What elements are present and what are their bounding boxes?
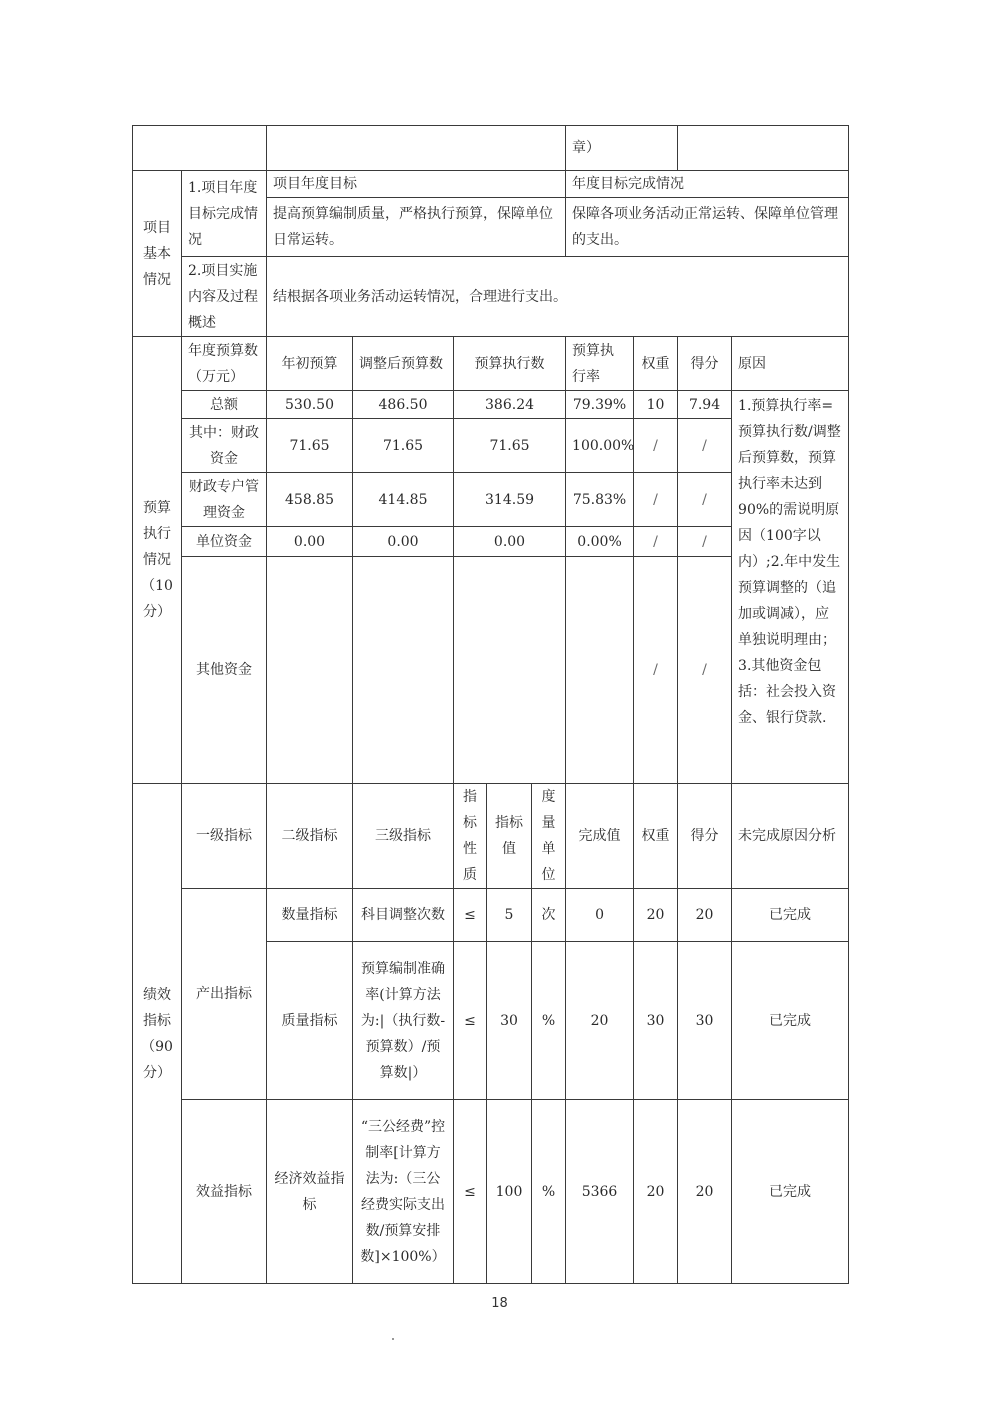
scan-speck [392, 1338, 394, 1340]
budget-adjusted-header: 调整后预算数 [353, 337, 454, 391]
perf-row [133, 889, 849, 942]
perf-section-label: 绩效指标（90分） [133, 784, 182, 1284]
budget-rate-header: 预算执行率 [566, 337, 634, 391]
top-empty-cell-2 [267, 126, 566, 171]
budget-rate-value: 100.00% [566, 419, 634, 473]
top-row [133, 126, 849, 171]
budget-initial-value: 530.50 [267, 391, 353, 419]
budget-weight-value: / [634, 527, 678, 557]
perf-reason-cell: 已完成 [732, 889, 849, 942]
budget-initial-header: 年初预算 [267, 337, 353, 391]
perf-level1-cell: 产出指标 [182, 889, 267, 1100]
perf-reason-header: 未完成原因分析 [732, 784, 849, 889]
basic-impl-row [133, 257, 849, 337]
basic-section-label: 项目基本情况 [133, 171, 182, 337]
budget-executed-header: 预算执行数 [454, 337, 566, 391]
budget-score-value: / [678, 419, 732, 473]
perf-actual-cell: 5366 [566, 1100, 634, 1284]
budget-score-value: / [678, 557, 732, 784]
perf-weight-cell: 30 [634, 942, 678, 1100]
page-number: 18 [491, 1296, 508, 1311]
perf-level1-header: 一级指标 [182, 784, 267, 889]
perf-nature-header: 指标性质 [454, 784, 487, 889]
top-empty-cell-3 [678, 126, 849, 171]
budget-row-label: 总额 [182, 391, 267, 419]
perf-level2-header: 二级指标 [267, 784, 353, 889]
budget-section-label: 预算执行情况（10分） [133, 337, 182, 784]
budget-executed-value [454, 557, 566, 784]
budget-score-value: 7.94 [678, 391, 732, 419]
perf-value-cell: 5 [487, 889, 532, 942]
perf-actual-cell: 0 [566, 889, 634, 942]
perf-value-header: 指标值 [487, 784, 532, 889]
completion-header: 年度目标完成情况 [566, 171, 849, 198]
budget-initial-value: 458.85 [267, 473, 353, 527]
goal-header: 项目年度目标 [267, 171, 566, 198]
budget-weight-header: 权重 [634, 337, 678, 391]
perf-actual-header: 完成值 [566, 784, 634, 889]
impl-label: 2.项目实施内容及过程概述 [182, 257, 267, 337]
budget-executed-value: 386.24 [454, 391, 566, 419]
perf-value-cell: 100 [487, 1100, 532, 1284]
budget-weight-value: / [634, 557, 678, 784]
perf-reason-cell: 已完成 [732, 942, 849, 1100]
budget-weight-value: 10 [634, 391, 678, 419]
seal-text: 章） [566, 126, 678, 171]
perf-weight-header: 权重 [634, 784, 678, 889]
basic-header-row [133, 171, 849, 198]
budget-adjusted-value: 486.50 [353, 391, 454, 419]
perf-level2-cell: 质量指标 [267, 942, 353, 1100]
perf-actual-cell: 20 [566, 942, 634, 1100]
budget-score-value: / [678, 527, 732, 557]
budget-executed-value: 0.00 [454, 527, 566, 557]
budget-adjusted-value [353, 557, 454, 784]
budget-weight-value: / [634, 419, 678, 473]
budget-score-header: 得分 [678, 337, 732, 391]
completion-text: 保障各项业务活动正常运转、保障单位管理的支出。 [566, 198, 849, 257]
budget-reason-text: 1.预算执行率=预算执行数/调整后预算数，预算执行率未达到90%的需说明原因（100字以内）;2.年中发生预算调整的（追加或调减），应单独说明理由；3.其他资金包括：社会投入资金、银行贷款. [732, 391, 849, 784]
budget-amount-header: 年度预算数（万元） [182, 337, 267, 391]
budget-row [133, 391, 849, 419]
perf-row [133, 1100, 849, 1284]
budget-header-row [133, 337, 849, 391]
perf-level3-cell: 科目调整次数 [353, 889, 454, 942]
perf-level2-cell: 经济效益指标 [267, 1100, 353, 1284]
budget-score-value: / [678, 473, 732, 527]
budget-row-label: 单位资金 [182, 527, 267, 557]
budget-executed-value: 314.59 [454, 473, 566, 527]
perf-score-cell: 20 [678, 889, 732, 942]
perf-level1-cell: 效益指标 [182, 1100, 267, 1284]
budget-initial-value: 0.00 [267, 527, 353, 557]
budget-initial-value: 71.65 [267, 419, 353, 473]
budget-row-label: 其中：财政资金 [182, 419, 267, 473]
perf-nature-cell: ≤ [454, 1100, 487, 1284]
perf-weight-cell: 20 [634, 889, 678, 942]
perf-nature-cell: ≤ [454, 889, 487, 942]
perf-unit-cell: 次 [532, 889, 566, 942]
budget-reason-header: 原因 [732, 337, 849, 391]
perf-nature-cell: ≤ [454, 942, 487, 1100]
perf-unit-cell: % [532, 942, 566, 1100]
perf-score-cell: 20 [678, 1100, 732, 1284]
perf-unit-header: 度量单位 [532, 784, 566, 889]
perf-weight-cell: 20 [634, 1100, 678, 1284]
perf-header-row [133, 784, 849, 889]
budget-rate-value [566, 557, 634, 784]
perf-score-header: 得分 [678, 784, 732, 889]
budget-rate-value: 75.83% [566, 473, 634, 527]
budget-row-label: 其他资金 [182, 557, 267, 784]
perf-level3-cell: “三公经费”控制率[计算方法为:（三公经费实际支出数/预算安排数]×100%） [353, 1100, 454, 1284]
budget-adjusted-value: 0.00 [353, 527, 454, 557]
perf-score-cell: 30 [678, 942, 732, 1100]
perf-level3-header: 三级指标 [353, 784, 454, 889]
goal-text: 提高预算编制质量，严格执行预算，保障单位日常运转。 [267, 198, 566, 257]
budget-initial-value [267, 557, 353, 784]
perf-value-cell: 30 [487, 942, 532, 1100]
perf-reason-cell: 已完成 [732, 1100, 849, 1284]
perf-level2-cell: 数量指标 [267, 889, 353, 942]
goal-label: 1.项目年度目标完成情况 [182, 171, 267, 257]
budget-adjusted-value: 414.85 [353, 473, 454, 527]
performance-table [132, 125, 849, 1284]
budget-executed-value: 71.65 [454, 419, 566, 473]
budget-row-label: 财政专户管理资金 [182, 473, 267, 527]
perf-level3-cell: 预算编制准确率(计算方法为:|（执行数-预算数）/预算数|） [353, 942, 454, 1100]
budget-rate-value: 79.39% [566, 391, 634, 419]
budget-weight-value: / [634, 473, 678, 527]
budget-adjusted-value: 71.65 [353, 419, 454, 473]
impl-text: 结根据各项业务活动运转情况，合理进行支出。 [267, 257, 849, 337]
budget-rate-value: 0.00% [566, 527, 634, 557]
perf-unit-cell: % [532, 1100, 566, 1284]
top-empty-cell [133, 126, 267, 171]
